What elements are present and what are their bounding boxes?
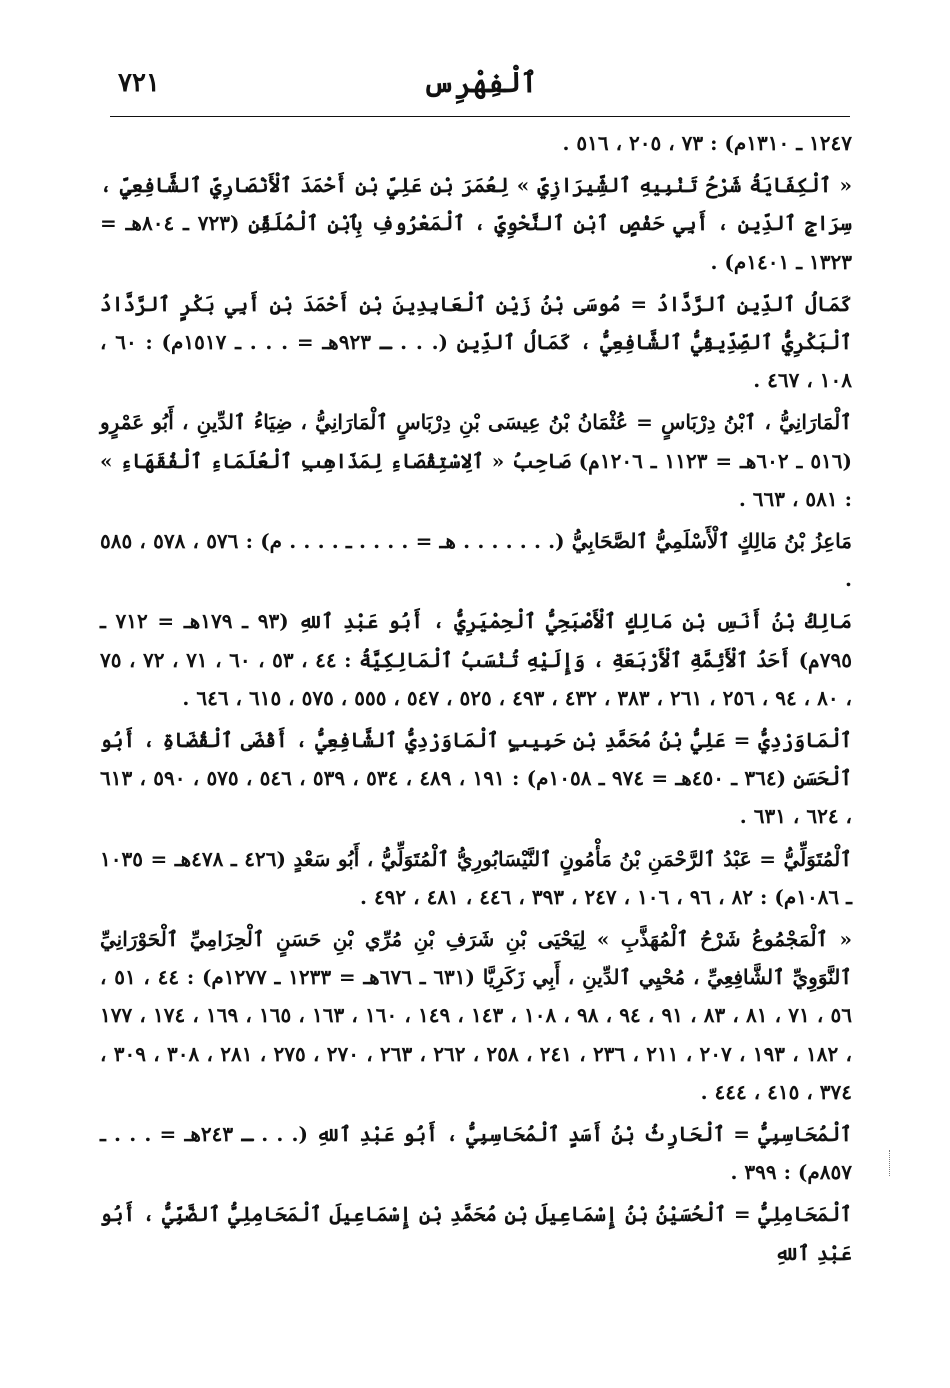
index-entry: « ٱلْكِفَايَةُ شَرْحُ تَنْبِيهِ ٱلشِّيرَازِيِّ » لِعُمَرَ بْنِ عَلِيِّ بْنِ أَحْمَدَ ٱلْأَنْصَارِيِّ ٱلشَّافِعِيِّ ، سِرَاجِ ٱلدِّينِ ، أَبِي حَفْصٍ ٱبْنِ ٱلنَّحْوِيِّ ، ٱلْمَعْرُوفِ بِٱبْنِ ٱلْمُلَقِّنِ (٧٢٣ ـ ٨٠٤هـ = ١٣٢٣ ـ ١٤٠١م) . bbox=[100, 173, 852, 274]
index-entry: « ٱلْمَجْمُوعُ شَرْحُ ٱلْمُهَذَّبِ » لِيَحْيَى بْنِ شَرَفِ بْنِ مُرِّي بْنِ حَسَنٍ ٱلْحِزَامِيِّ ٱلْحَوْرَانِيِّ ٱلنَّوَوِيِّ ٱلشَّافِعِيِّ ، مُحْيِي ٱلدِّينِ ، أَبِي زَكَرِيَّا (٦٣١ ـ ٦٧٦هـ = ١٢٣٣ ـ ١٢٧٧م) : ٤٤ ، ٥١ ، ٥٦ ، ٧١ ، ٨١ ، ٨٣ ، ٩١ ، ٩٤ ، ٩٨ ، ١٠٨ ، ١٤٣ ، ١٤٩ ، ١٦٠ ، ١٦٣ ، ١٦٥ ، ١٦٩ ، ١٧٤ ، ١٧٧ ، ١٨٢ ، ١٩٣ ، ٢٠٧ ، ٢١١ ، ٢٣٦ ، ٢٤١ ، ٢٥٨ ، ٢٦٢ ، ٢٦٣ ، ٢٧٠ ، ٢٧٥ ، ٢٨١ ، ٣٠٨ ، ٣٠٩ ، ٣٧٤ ، ٤١٥ ، ٤٤٤ . bbox=[100, 927, 853, 1104]
page-header bbox=[110, 60, 850, 112]
page-number: ٧٢١ bbox=[118, 68, 160, 98]
index-entry: ٱلْمُحَاسِبِيُّ = ٱلْحَارِثُ بْنُ أَسَدٍ ٱلْمُحَاسِبِيُّ ، أَبُو عَبْدِ ٱللهِ (. . . ـ ٢٤٣هـ = . . . ـ ٨٥٧م) : ٣٩٩ . bbox=[100, 1122, 852, 1185]
index-entry: كَمَالُ ٱلدِّينِ ٱلرَّدَّادُ = مُوسَى بْنُ زَيْنِ ٱلْعَابِدِينَ بْنِ أَحْمَدَ بْنِ أَبِي بَكْرٍ ٱلرَّدَّادُ ٱلْبَكْرِيُّ ٱلصِّدِّيقِيُّ ٱلشَّافِعِيُّ ، كَمَالُ ٱلدِّينِ (. . . ـ ٩٢٣هـ = . . . ـ ١٥١٧م) : ٦٠ ، ١٠٨ ، ٤٦٧ . bbox=[100, 291, 853, 393]
index-entries bbox=[100, 124, 852, 1276]
index-entry: ٱلْمَارَانِيُّ ، ٱبْنُ دِرْبَاسٍ = عُثْمَانُ بْنُ عِيسَى بْنِ دِرْبَاسٍ ٱلْمَارَانِيُّ ، ضِيَاءُ ٱلدِّينِ ، أَبُو عَمْرٍو (٥١٦ ـ ٦٠٢هـ = ١١٢٣ ـ ١٢٠٦م) صَاحِبُ « ٱلِاسْتِقْصَاءِ لِمَذَاهِبِ ٱلْعُلَمَاءِ ٱلْفُقَهَاءِ » : ٥٨١ ، ٦٦٣ . bbox=[100, 410, 853, 511]
index-entry: ٱلْمُتَوَلِّيُّ = عَبْدُ ٱلرَّحْمَنِ بْنُ مَأْمُونٍ ٱلنَّيْسَابُورِيُّ ٱلْمُتَوَلِّيُّ ، أَبُو سَعْدٍ (٤٢٦ ـ ٤٧٨هـ = ١٠٣٥ ـ ١٠٨٦م) : ٨٢ ، ٩٦ ، ١٠٦ ، ٢٤٧ ، ٣٩٣ ، ٤٤٦ ، ٤٨١ ، ٤٩٢ . bbox=[100, 846, 852, 909]
index-entry: مَالِكُ بْنُ أَنَسِ بْنِ مَالِكٍ ٱلْأَصْبَحِيُّ ٱلْحِمْيَرِيُّ ، أَبُو عَبْدِ ٱللهِ (٩٣ ـ ١٧٩هـ = ٧١٢ ـ ٧٩٥م) أَحَدُ ٱلْأَئِمَّةِ ٱلْأَرْبَعَةِ ، وَإِلَيْهِ تُنْسَبُ ٱلْمَالِكِيَّةُ : ٤٤ ، ٥٣ ، ٦٠ ، ٧١ ، ٧٢ ، ٧٥ ، ٨٠ ، ٩٤ ، ٢٥٦ ، ٢٦١ ، ٣٨٣ ، ٤٣٢ ، ٤٩٣ ، ٥٢٥ ، ٥٤٧ ، ٥٥٥ ، ٥٧٥ ، ٦١٥ ، ٦٤٦ . bbox=[100, 609, 853, 710]
margin-mark bbox=[889, 1150, 892, 1176]
header-divider bbox=[110, 116, 850, 117]
index-entry: ١٢٤٧ ـ ١٣١٠م) : ٧٣ ، ٢٠٥ ، ٥١٦ . bbox=[562, 131, 852, 155]
index-entry: ٱلْمَاوَرْدِيُّ = عَلِيُّ بْنُ مُحَمَّدِ بْنِ حَبِيبٍ ٱلْمَاوَرْدِيُّ ٱلشَّافِعِيُّ ، أَقْضَى ٱلْقُضَاةِ ، أَبُو ٱلْحَسَنِ (٣٦٤ ـ ٤٥٠هـ = ٩٧٤ ـ ١٠٥٨م) : ١٩١ ، ٤٨٩ ، ٥٣٤ ، ٥٣٩ ، ٥٤٦ ، ٥٧٥ ، ٥٩٠ ، ٦١٣ ، ٦٢٤ ، ٦٣١ . bbox=[100, 728, 852, 829]
running-title: ٱلْفِهْرِس bbox=[422, 66, 538, 99]
index-entry: مَاعِزُ بْنُ مَالِكٍ ٱلْأَسْلَمِيُّ ٱلصَّحَابِيُّ (. . . . . . . هـ = . . . . ـ . . . . م) : ٥٧٦ ، ٥٧٨ ، ٥٨٥ . bbox=[100, 529, 852, 592]
index-entry: ٱلْمَحَامِلِيُّ = ٱلْحُسَيْنُ بْنُ إِسْمَاعِيلَ بْنِ مُحَمَّدِ بْنِ إِسْمَاعِيلَ ٱلْمَحَامِلِيُّ ٱلضَّبِّيُّ ، أَبُو عَبْدِ ٱللهِ bbox=[100, 1202, 852, 1265]
